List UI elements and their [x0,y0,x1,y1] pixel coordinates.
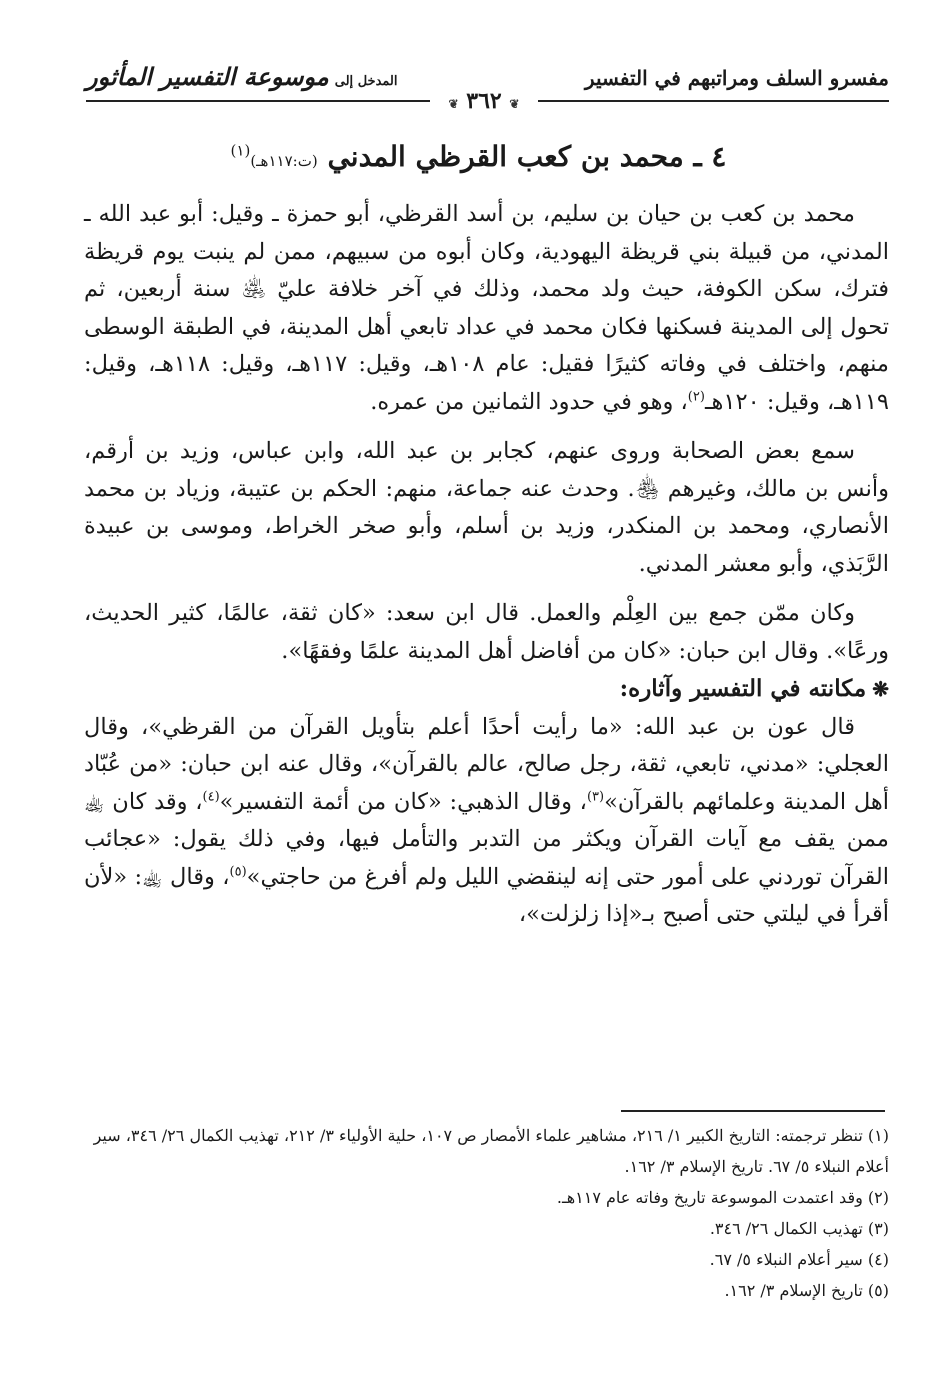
footnote-rule [621,1110,885,1112]
entry-name: ٤ ـ محمد بن كعب القرظي المدني [327,140,727,173]
main-text [84,196,889,934]
paragraph-praise: وكان ممّن جمع بين العِلْم والعمل. قال ابن سعد: «كان ثقة، عالمًا، كثير الحديث، ورعًا». وقال ابن حبان: «كان من أفاضل أهل المدينة علمًا وفقهًا». [84,600,889,664]
flower-ornament-icon: ❋ [872,677,889,701]
series-logo-text: موسوعة التفسير المأثور [86,62,329,91]
footnote: (١) تنظر ترجمته: التاريخ الكبير ١/ ٢١٦، مشاهير علماء الأمصار ص ١٠٧، حلية الأولياء ٣/ ٢١٢، تهذيب الكمال ٢٦/ ٣٤٦، سير أعلام النبلاء ٥/ ٦٧. تاريخ الإسلام ٣/ ١٦٢. [93,1126,889,1176]
paragraph-text: محمد بن كعب بن حيان بن سليم، بن أسد القرظي، أبو حمزة ـ وقيل: أبو عبد الله ـ المدني، من قبيلة بني قريظة اليهودية، وكان أبوه من سبيهم، ممن لم ينبت يوم قريظة فترك، سكن الكوفة، حيث ولد محمد، وذلك في آخر خلافة عليّ ﵁ سنة أربعين، ثم تحول إلى المدينة فسكنها فكان محمد في عداد تابعي أهل المدينة، في الطبقة الوسطى منهم، واختلف في وفاته كثيرًا فقيل: عام ١٠٨هـ، وقيل: ١١٧هـ، وقيل: ١١٨هـ، وقيل: ١١٩هـ، وقيل: ١٢٠هـ [84,201,889,415]
series-logo [86,62,398,91]
paragraph-tafsir-status [84,709,889,934]
footnote: (٥) تاريخ الإسلام ٣/ ١٦٢. [724,1281,889,1300]
footnote-ref: (١) [230,141,251,160]
paragraph-text: ، وقال الذهبي: «كان من أئمة التفسير» [219,788,587,815]
entry-title [120,140,837,173]
footnote: (٣) تهذيب الكمال ٢٦/ ٣٤٦. [709,1219,889,1238]
paragraph-text: ، وهو في حدود الثمانين من عمره. [370,388,688,415]
paragraph-text: ، وقال ﵀: «لأن أقرأ في ليلتي حتى أصبح بـ«إذا زلزلت»، [84,863,889,927]
paragraph-teachers: سمع بعض الصحابة وروى عنهم، كجابر بن عبد الله، وابن عباس، وزيد بن أرقم، وأنس بن مالك، وغيرهم ﵃. وحدث عنه جماعة، منهم: الحكم بن عتيبة، وزياد بن محمد الأنصاري، ومحمد بن المنكدر، وزيد بن أسلم، وأبو صخر الخراط، وموسى بن عبيدة الرَّبَذي، وأبو معشر المدني. [84,438,889,577]
footnote-ref: (٢) [687,389,705,404]
ornament-icon: ❦ [448,97,459,111]
death-date: (ت:١١٧هـ) [250,152,318,170]
section-heading [84,670,889,709]
footnote-ref: (٣) [586,789,605,804]
page-number: ٣٦٢ [466,88,502,114]
paragraph-biography [84,196,889,421]
footnote-ref: (٥) [229,864,247,879]
ornament-icon: ❦ [509,97,520,111]
section-heading-text: مكانته في التفسير وآثاره: [619,675,867,702]
footnote: (٢) وقد اعتمدت الموسوعة تاريخ وفاته عام ١١٧هـ. [556,1188,889,1207]
paragraph-text: ، وقد كان ﵀ ممن يقف مع آيات القرآن ويكثر من التدبر والتأمل فيها، وفي ذلك يقول: «عجائب القرآن توردني على أمور حتى إنه لينقضي الليل ولم أفرغ من حاجتي» [84,788,889,890]
series-logo-prefix: المدخل إلى [334,74,398,89]
paragraph-text: قال عون بن عبد الله: «ما رأيت أحدًا أعلم بتأويل القرآن من القرظي»، وقال العجلي: «مدني، تابعي، ثقة، رجل صالح، عالم بالقرآن»، وقال عنه ابن حبان: «من عُبّاد أهل المدينة وعلمائهم بالقرآن» [84,713,889,815]
running-head-title: مفسرو السلف ومراتبهم في التفسير [584,66,889,90]
footnotes [84,1120,889,1306]
footnote-ref: (٤) [202,789,220,804]
footnote: (٤) سير أعلام النبلاء ٥/ ٦٧. [709,1250,889,1269]
page-number-box [430,87,538,115]
